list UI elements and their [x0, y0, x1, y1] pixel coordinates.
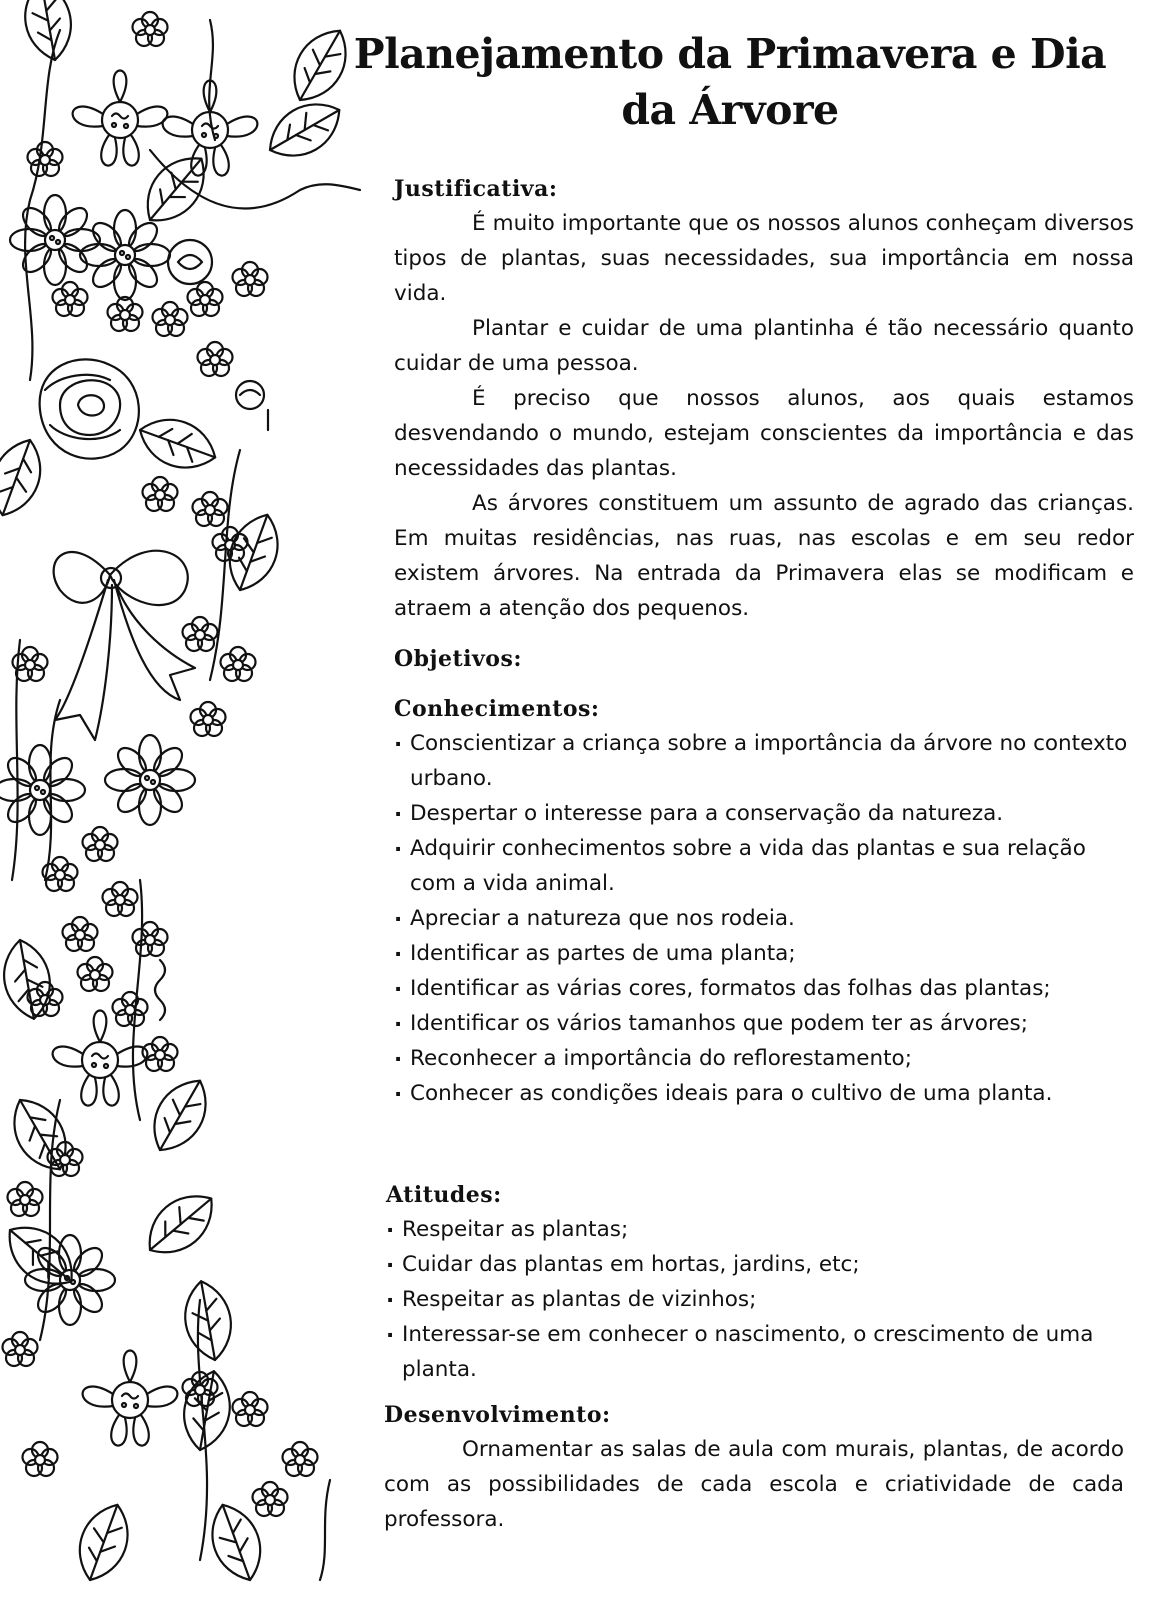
- list-item: . Conhecer as condições ideais para o cultivo de uma planta.: [394, 1076, 1134, 1111]
- list-item: . Reconhecer a importância do reflorestamento;: [394, 1041, 1134, 1076]
- conhecimentos-section: [394, 692, 1134, 1111]
- floral-border-icon: [0, 0, 400, 1600]
- desenvolvimento-paragraph: Ornamentar as salas de aula com murais, plantas, de acordo com as possibilidades de cada escola e criatividade de cada professora.: [384, 1437, 1124, 1532]
- list-item: . Respeitar as plantas de vizinhos;: [386, 1282, 1126, 1317]
- objetivos-heading: Objetivos:: [394, 646, 522, 672]
- list-item: . Conscientizar a criança sobre a importância da árvore no contexto urbano.: [394, 726, 1134, 796]
- list-item: . Interessar-se em conhecer o nascimento, o crescimento de uma planta.: [386, 1317, 1126, 1387]
- atitudes-section: [386, 1178, 1126, 1387]
- list-item: . Identificar as partes de uma planta;: [394, 936, 1134, 971]
- desenvolvimento-section: [384, 1398, 1124, 1537]
- list-item: . Cuidar das plantas em hortas, jardins, etc;: [386, 1247, 1126, 1282]
- list-item: . Respeitar as plantas;: [386, 1212, 1126, 1247]
- list-item: . Adquirir conhecimentos sobre a vida das plantas e sua relação com a vida animal.: [394, 831, 1134, 901]
- conhecimentos-list: [394, 726, 1134, 1111]
- justificativa-paragraph: Plantar e cuidar de uma plantinha é tão necessário quanto cuidar de uma pessoa.: [394, 316, 1134, 376]
- justificativa-heading: Justificativa:: [394, 176, 558, 202]
- conhecimentos-heading: Conhecimentos:: [394, 696, 600, 722]
- list-item: . Identificar as várias cores, formatos das folhas das plantas;: [394, 971, 1134, 1006]
- list-item: . Apreciar a natureza que nos rodeia.: [394, 901, 1134, 936]
- justificativa-section: [394, 172, 1134, 626]
- page-title-line-2: da Árvore: [621, 86, 839, 134]
- page-title: [330, 26, 1130, 138]
- page-title-line-1: Planejamento da Primavera e Dia: [353, 30, 1107, 78]
- justificativa-paragraph: As árvores constituem um assunto de agrado das crianças. Em muitas residências, nas ruas, nas escolas e em seu redor existem árvores. Na entrada da Primavera elas se modificam e atraem a atenção dos pequenos.: [394, 491, 1134, 621]
- justificativa-paragraph: É muito importante que os nossos alunos conheçam diversos tipos de plantas, suas necessidades, sua importância em nossa vida.: [394, 211, 1134, 306]
- desenvolvimento-heading: Desenvolvimento:: [384, 1402, 611, 1428]
- justificativa-paragraph: É preciso que nossos alunos, aos quais estamos desvendando o mundo, estejam conscientes da importância e das necessidades das plantas.: [394, 386, 1134, 481]
- list-item: . Despertar o interesse para a conservação da natureza.: [394, 796, 1134, 831]
- list-item: . Identificar os vários tamanhos que podem ter as árvores;: [394, 1006, 1134, 1041]
- atitudes-heading: Atitudes:: [386, 1182, 502, 1208]
- objetivos-section: [394, 642, 1134, 676]
- atitudes-list: [386, 1212, 1126, 1387]
